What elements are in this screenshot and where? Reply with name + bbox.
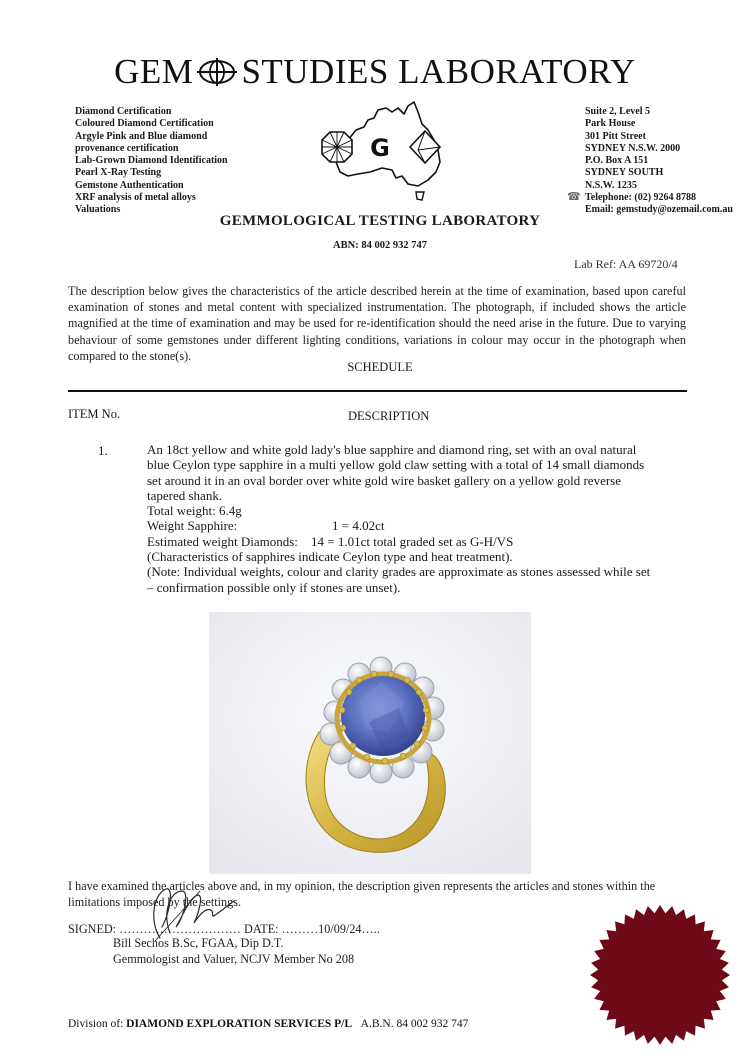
lab-address [567,106,733,217]
service-item: provenance certification [75,142,179,154]
service-item: Valuations [75,204,121,216]
item-number: 1. [98,443,108,458]
lab-reference: Lab Ref: AA 69720/4 [574,257,678,271]
schedule-heading: SCHEDULE [347,360,413,374]
lab-subtitle: GEMMOLOGICAL TESTING LABORATORY [219,213,541,229]
red-seal [580,895,740,1055]
diamond-weight-label: Estimated weight Diamonds: [147,533,298,549]
lab-title [0,52,750,92]
service-item: Argyle Pink and Blue diamond [75,130,208,142]
telephone-line [567,191,733,204]
signed-date-line: SIGNED: ………………………… DATE: ………10/09/24….. [68,922,380,936]
ring-photograph [209,612,531,874]
title-left: GEM [114,52,194,91]
sapphire-weight-value: 1 = 4.02ct [332,518,385,534]
address-line: 301 Pitt Street [585,130,646,142]
diamond-weight-value: 14 = 1.01ct total graded set as G-H/VS [311,533,514,549]
item-number-header: ITEM No. [68,407,121,421]
characteristics-note: (Characteristics of sapphires indicate Ceylon type and heat treatment). [147,549,513,565]
address-line: Park House [585,118,636,130]
sapphire-weight-row [147,518,657,533]
service-item: Pearl X-Ray Testing [75,167,162,179]
telephone-icon: ☎ [567,191,581,204]
address-line: Suite 2, Level 5 [585,106,650,117]
footer-prefix: Division of: [68,1018,127,1030]
service-item: Diamond Certification [75,106,172,117]
footer-abn: A.B.N. 84 002 932 747 [360,1018,469,1030]
octahedron-diamond-icon [410,131,440,163]
service-item: Coloured Diamond Certification [75,118,214,130]
round-diamond-icon [322,132,352,162]
sapphire-weight-label: Weight Sapphire: [147,518,238,534]
logo-letter: G [370,134,390,162]
description-text: An 18ct yellow and white gold lady's blue sapphire and diamond ring, set with an oval natural blue Ceylon type sapphire in a multi yellow gold claw setting with a total of 14 small diamonds set around it in an oval border over white gold wire basket gallery on a yellow gold reverse tapered shank. [147,442,645,503]
footer-company: DIAMOND EXPLORATION SERVICES P/L [126,1018,353,1030]
australia-logo [308,100,452,204]
ring-illustration [209,612,531,874]
diamond-weight-row [147,534,657,549]
service-item: Gemstone Authentication [75,179,184,191]
header-abn: ABN: 84 002 932 747 [333,240,427,251]
grading-note: (Note: Individual weights, colour and clarity grades are approximate as stones assessed while set – confirmation possible only if stones are unset). [147,564,651,595]
total-weight: Total weight: 6.4g [147,503,242,519]
address-line: SYDNEY SOUTH [585,167,664,179]
service-item: XRF analysis of metal alloys [75,192,196,204]
item-description [147,442,657,595]
examiner-statement: I have examined the articles above and, in my opinion, the description given represents the articles and stones within the limitations imposed by the settings. [68,879,656,909]
address-line: SYDNEY N.S.W. 2000 [585,142,681,154]
tasmania-outline [416,192,424,200]
address-line: P.O. Box A 151 [585,155,649,167]
globe-crosshair-icon [197,58,237,86]
address-line: N.S.W. 1235 [585,179,637,191]
title-right: STUDIES LABORATORY [241,52,636,91]
footer [68,1018,468,1030]
intro-paragraph: The description below gives the characteristics of the article described herein at the time of examination, based upon careful examination of stones and metal content with specialized instrumentation. The photograph, if included shows the article magnified at the time of examination and may be used for re-identification should the need arise in the future. Due to varying behaviour of some gemstones under different lighting conditions, variations in colour may occur in the photograph when compared to the stone(s). [68,284,686,363]
description-header: DESCRIPTION [348,409,430,423]
telephone-text: Telephone: (02) 9264 8788 [585,192,697,204]
signer-name: Bill Sechos B.Sc, FGAA, Dip D.T. [113,936,284,950]
email-line: Email: gemstudy@ozemail.com.au [585,204,733,216]
services-list [75,106,228,217]
section-divider [68,390,687,392]
service-item: Lab-Grown Diamond Identification [75,155,228,167]
signer-title: Gemmologist and Valuer, NCJV Member No 208 [113,952,355,966]
